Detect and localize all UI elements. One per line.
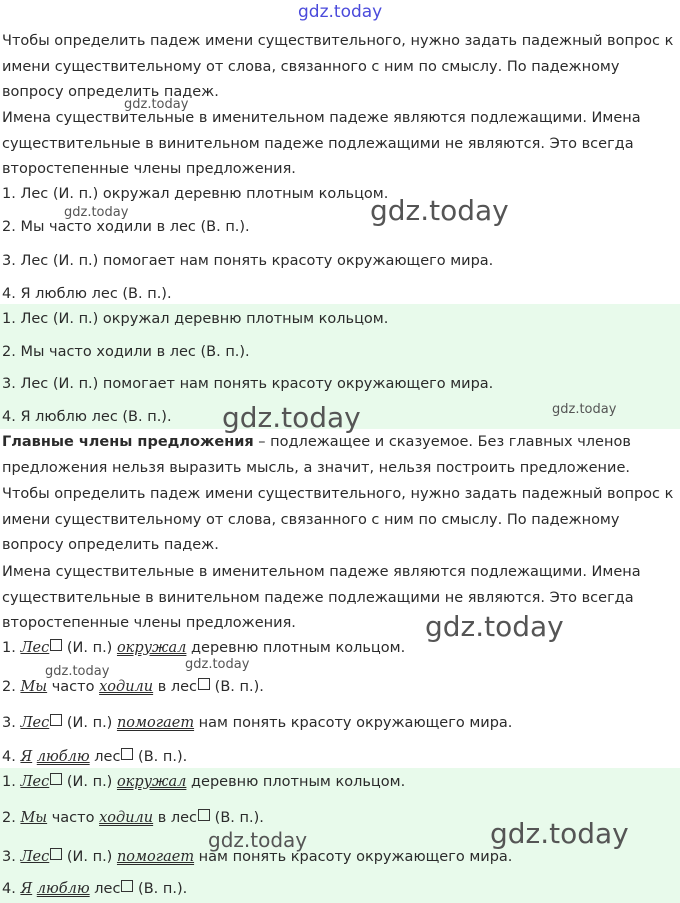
ending-box-icon (121, 880, 133, 892)
watermark: gdz.today (208, 828, 308, 852)
ending-box-icon (198, 678, 210, 690)
case-label: (И. п.) (62, 715, 117, 731)
subject-rule-paragraph: Имена существительные в именительном падеже являются подлежащими. Имена существительные в винительном падеже подлежащими не являются. Это всегда второстепенные члены предложения. (2, 110, 641, 177)
sentence-4: 4. Я люблю лес (В. п.). (2, 286, 172, 302)
parsed-answer-2 (2, 808, 264, 828)
case-label: (В. п.). (133, 749, 188, 765)
ending-box-icon (50, 714, 62, 726)
ending-box-icon (198, 809, 210, 821)
predicate-word: помогает (116, 715, 195, 731)
sentence-number: 2. (2, 810, 21, 826)
subject-word: Лес (20, 715, 50, 731)
watermark: gdz.today (185, 657, 250, 672)
answer-sentence-4: 4. Я люблю лес (В. п.). (2, 409, 172, 425)
case-label: (В. п.). (210, 810, 264, 826)
sentence-text: часто (47, 810, 100, 826)
sentence-rest: деревню плотным кольцом. (186, 774, 406, 790)
watermark: gdz.today (124, 97, 189, 112)
watermark: gdz.today (490, 817, 629, 850)
parsed-sentence-2 (2, 677, 264, 697)
case-label: (И. п.) (62, 640, 117, 656)
watermark: gdz.today (298, 2, 383, 22)
sentence-number: 3. (2, 849, 21, 865)
subject-word: Я (20, 881, 33, 897)
parsed-sentence-1 (2, 638, 405, 658)
case-label: (И. п.) (62, 774, 117, 790)
answer-sentence-2: 2. Мы часто ходили в лес (В. п.). (2, 344, 250, 360)
sentence-rest: деревню плотным кольцом. (186, 640, 406, 656)
sentence-number: 4. (2, 881, 21, 897)
answer-sentence-3: 3. Лес (И. п.) помогает нам понять красоту окружающего мира. (2, 376, 494, 392)
sentence-number: 2. (2, 679, 21, 695)
ending-box-icon (50, 848, 62, 860)
main-members-term: Главные члены предложения (2, 434, 254, 450)
parsed-sentence-4 (2, 747, 187, 767)
subject-word: Мы (20, 679, 48, 695)
ending-box-icon (50, 639, 62, 651)
watermark: gdz.today (64, 205, 129, 220)
object-word: в лес (153, 679, 198, 695)
predicate-word: люблю (36, 749, 90, 765)
subject-word: Лес (20, 640, 50, 656)
watermark: gdz.today (45, 664, 110, 679)
sentence-number: 4. (2, 749, 21, 765)
parsed-sentence-3 (2, 713, 512, 733)
subject-word: Мы (20, 810, 48, 826)
case-label: (В. п.). (133, 881, 188, 897)
sentence-number: 1. (2, 774, 21, 790)
watermark: gdz.today (370, 194, 509, 227)
main-members-paragraph (2, 430, 676, 481)
predicate-word: окружал (116, 774, 187, 790)
object-word: в лес (153, 810, 198, 826)
case-rule-paragraph: Чтобы определить падеж имени существительного, нужно задать падежный вопрос к имени существительному от слова, связанного с ним по смыслу. По падежному вопросу определить падеж. (2, 33, 674, 100)
predicate-word: ходили (99, 810, 154, 826)
object-word: лес (89, 881, 121, 897)
subject-word: Лес (20, 849, 50, 865)
subject-rule-paragraph: Имена существительные в именительном падеже являются подлежащими. Имена существительные в винительном падеже подлежащими не являются. Это всегда второстепенные члены предложения. (2, 564, 641, 631)
subject-word: Я (20, 749, 33, 765)
case-label: (В. п.). (210, 679, 264, 695)
sentence-rest: нам понять красоту окружающего мира. (194, 715, 513, 731)
predicate-word: люблю (36, 881, 90, 897)
parsed-answer-4 (2, 879, 187, 899)
watermark: gdz.today (425, 610, 564, 643)
sentence-rest: нам понять красоту окружающего мира. (194, 849, 513, 865)
predicate-word: помогает (116, 849, 195, 865)
predicate-word: ходили (99, 679, 154, 695)
answer-sentence-1: 1. Лес (И. п.) окружал деревню плотным кольцом. (2, 311, 389, 327)
sentence-1: 1. Лес (И. п.) окружал деревню плотным кольцом. (2, 186, 389, 202)
predicate-word: окружал (116, 640, 187, 656)
sentence-number: 3. (2, 715, 21, 731)
subject-word: Лес (20, 774, 50, 790)
ending-box-icon (121, 748, 133, 760)
watermark: gdz.today (552, 402, 617, 417)
case-label: (И. п.) (62, 849, 117, 865)
sentence-text: часто (47, 679, 100, 695)
watermark: gdz.today (222, 401, 361, 434)
sentence-3: 3. Лес (И. п.) помогает нам понять красоту окружающего мира. (2, 253, 494, 269)
case-rule-paragraph: Чтобы определить падеж имени существительного, нужно задать падежный вопрос к имени существительному от слова, связанного с ним по смыслу. По падежному вопросу определить падеж. (2, 486, 674, 553)
main-members-text: – подлежащее и сказуемое. Без главных членов предложения нельзя выразить мысль, а значит, нельзя построить предложение. (2, 434, 631, 476)
sentence-number: 1. (2, 640, 21, 656)
sentence-2: 2. Мы часто ходили в лес (В. п.). (2, 219, 250, 235)
parsed-answer-1 (2, 772, 405, 792)
ending-box-icon (50, 773, 62, 785)
object-word: лес (89, 749, 121, 765)
